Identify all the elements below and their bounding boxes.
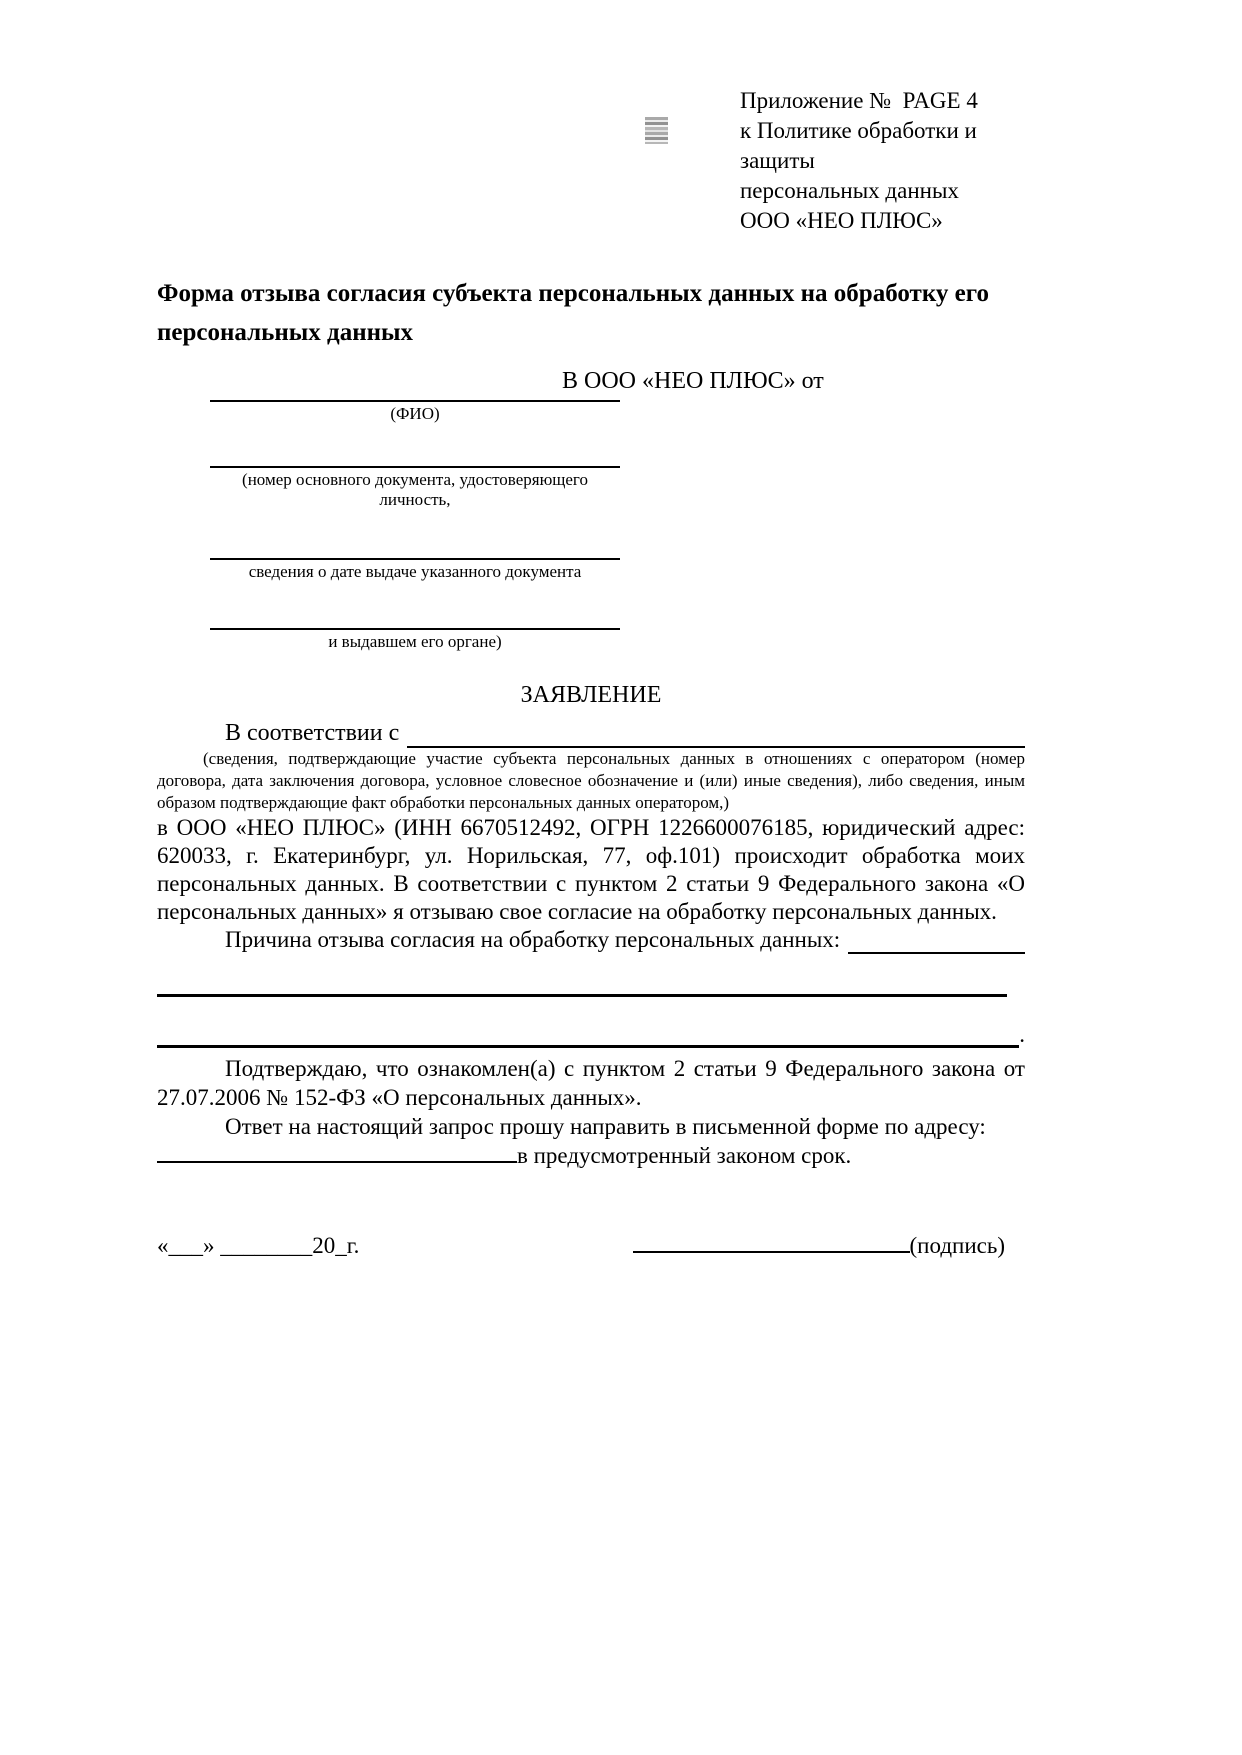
address-blank-line (157, 1141, 517, 1163)
fio-field (210, 396, 620, 424)
blank-line-2-row (157, 1022, 1025, 1048)
broken-embedded-image-icon (645, 117, 668, 144)
issuing-authority-field (210, 606, 620, 652)
acknowledgement-paragraph: Подтверждаю, что ознакомлен(а) с пунктом 2 статьи 9 Федерального закона от 27.07.2006 № 152-ФЗ «О персональных данных». (157, 1056, 1025, 1110)
intro-blank-line (407, 722, 1025, 748)
reference-block (740, 86, 1025, 236)
blank-line-period: . (1019, 1022, 1025, 1047)
reference-line: ООО «НЕО ПЛЮС» (740, 208, 943, 233)
intro-row (157, 718, 1025, 748)
issuing-authority-blank-line (210, 606, 620, 630)
reference-line: Приложение № PAGE 4 (740, 88, 978, 113)
statement-heading: ЗАЯВЛЕНИЕ (520, 682, 662, 708)
footnote-text: (сведения, подтверждающие участие субъекта персональных данных в отношениях с оператором (номер договора, дата заключения договора, условное словесное обозначение и (или) иные сведения), либо сведения, иным образом подтверждающие факт обработки персональных данных оператором,) (157, 749, 1025, 812)
response-suffix: в предусмотренный законом срок. (517, 1143, 852, 1168)
document-number-caption: (номер основного документа, удостоверяющего личность, (242, 470, 588, 509)
document-number-field (210, 444, 620, 510)
addressee-line: В ООО «НЕО ПЛЮС» от (562, 368, 824, 394)
signature-blank-line (633, 1231, 910, 1253)
issue-date-caption: сведения о дате выдаче указанного документа (248, 562, 582, 581)
footer-row (157, 1231, 1025, 1261)
reason-blank-line (848, 928, 1025, 954)
fio-blank-line (210, 396, 620, 402)
reason-label: Причина отзыва согласия на обработку персональных данных: (225, 927, 841, 952)
reference-line: персональных данных (740, 178, 959, 203)
document-number-blank-line (210, 444, 620, 468)
reference-line: к Политике обработки и защиты (740, 118, 977, 173)
reason-row (157, 926, 1025, 954)
issuing-authority-caption: и выдавшем его органе) (328, 632, 502, 651)
body-paragraph: в ООО «НЕО ПЛЮС» (ИНН 6670512492, ОГРН 1226600076185, юридический адрес: 620033, г. Екатеринбург, ул. Норильская, 77, оф.101) происходит обработка моих персональных данных. В соответствии с пунктом 2 статьи 9 Федерального закона «О персональных данных» я отзываю свое согласие на обработку персональных данных. (157, 815, 1025, 924)
page-title: Форма отзыва согласия субъекта персональных данных на обработку его персональных данных (157, 280, 989, 346)
address-row (157, 1141, 1025, 1171)
signature-caption: (подпись) (909, 1233, 1005, 1258)
fio-caption: (ФИО) (390, 404, 440, 423)
blank-line-1 (157, 994, 1007, 997)
issue-date-blank-line (210, 536, 620, 560)
blank-line-2 (157, 1024, 1019, 1048)
signature-group (633, 1231, 1005, 1261)
response-paragraph: Ответ на настоящий запрос прошу направить в письменной форме по адресу: (225, 1114, 986, 1139)
intro-label: В соответствии с (225, 720, 400, 746)
issue-date-field (210, 536, 620, 582)
date-line: «___» ________20_г. (157, 1233, 360, 1258)
